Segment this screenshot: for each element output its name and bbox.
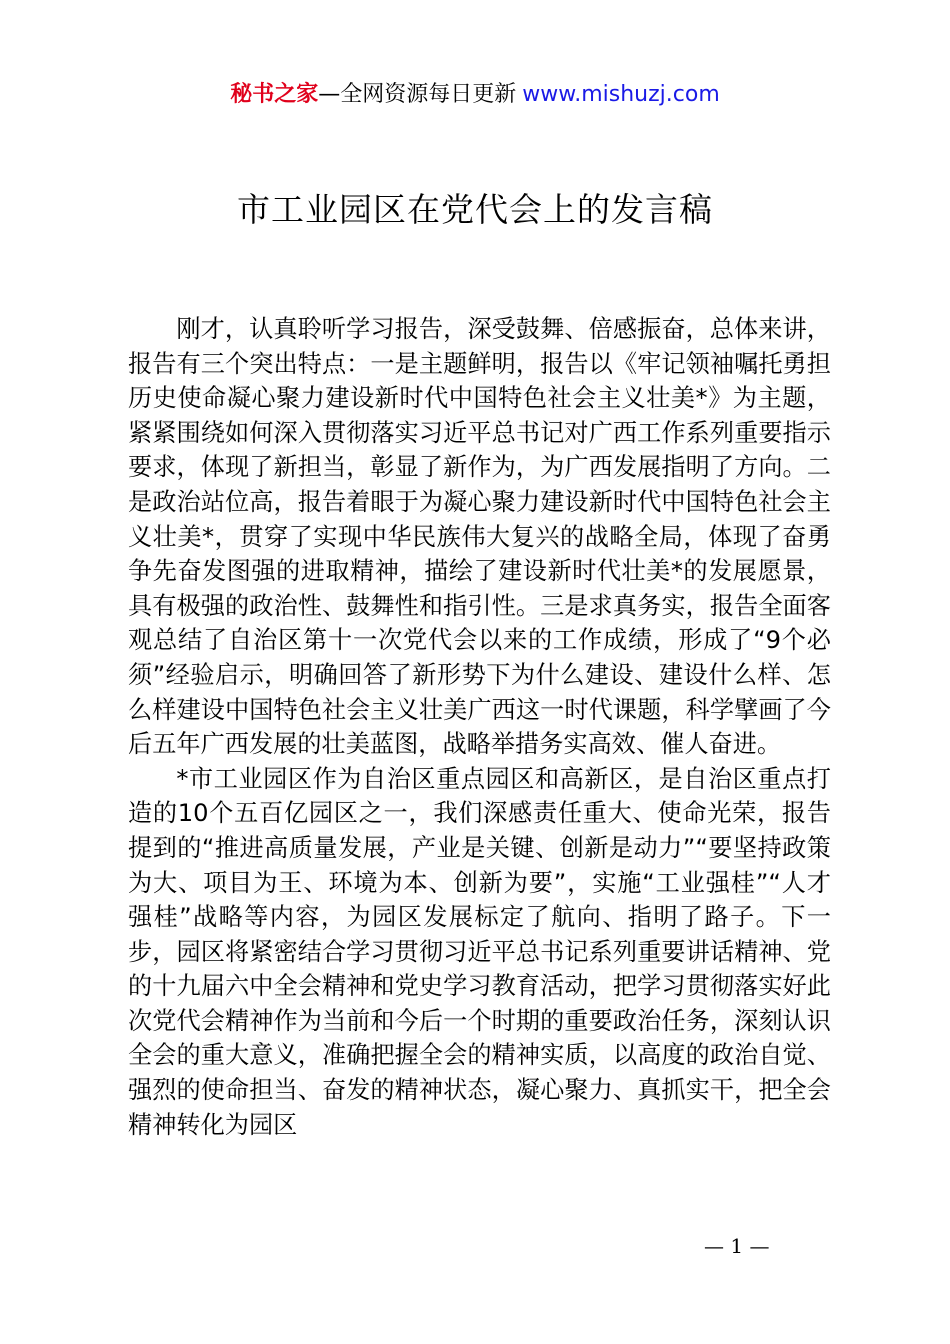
header-tagline: —全网资源每日更新 — [318, 82, 517, 107]
brand-name: 秘书之家 — [230, 82, 319, 107]
document-title: 市工业园区在党代会上的发言稿 — [237, 190, 713, 229]
site-header — [0, 80, 950, 110]
document-body — [128, 312, 831, 1142]
body-paragraph: 刚才，认真聆听学习报告，深受鼓舞、倍感振奋，总体来讲，报告有三个突出特点：一是主题鲜明，报告以《牢记领袖嘱托勇担历史使命凝心聚力建设新时代中国特色社会主义壮美*》为主题，紧紧围绕如何深入贯彻落实习近平总书记对广西工作系列重要指示要求，体现了新担当，彰显了新作为，为广西发展指明了方向。二是政治站位高，报告着眼于为凝心聚力建设新时代中国特色社会主义壮美*，贯穿了实现中华民族伟大复兴的战略全局，体现了奋勇争先奋发图强的进取精神，描绘了建设新时代壮美*的发展愿景，具有极强的政治性、鼓舞性和指引性。三是求真务实，报告全面客观总结了自治区第十一次党代会以来的工作成绩，形成了“9个必须”经验启示，明确回答了新形势下为什么建设、建设什么样、怎么样建设中国特色社会主义壮美广西这一时代课题，科学擘画了今后五年广西发展的壮美蓝图，战略举措务实高效、催人奋进。 — [128, 315, 831, 759]
site-url-link[interactable]: www.mishuzj.com — [522, 82, 720, 107]
page-number: — 1 — — [704, 1234, 770, 1258]
body-paragraph: *市工业园区作为自治区重点园区和高新区，是自治区重点打造的10个五百亿园区之一，我们深感责任重大、使命光荣，报告提到的“推进高质量发展，产业是关键、创新是动力”“要坚持政策为大、项目为王、环境为本、创新为要”，实施“工业强桂”“人才强桂”战略等内容，为园区发展标定了航向、指明了路子。下一步，园区将紧密结合学习贯彻习近平总书记系列重要讲话精神、党的十九届六中全会精神和党史学习教育活动，把学习贯彻落实好此次党代会精神作为当前和今后一个时期的重要政治任务，深刻认识全会的重大意义，准确把握全会的精神实质，以高度的政治自觉、强烈的使命担当、奋发的精神状态，凝心聚力、真抓实干，把全会精神转化为园区 — [128, 764, 831, 1139]
